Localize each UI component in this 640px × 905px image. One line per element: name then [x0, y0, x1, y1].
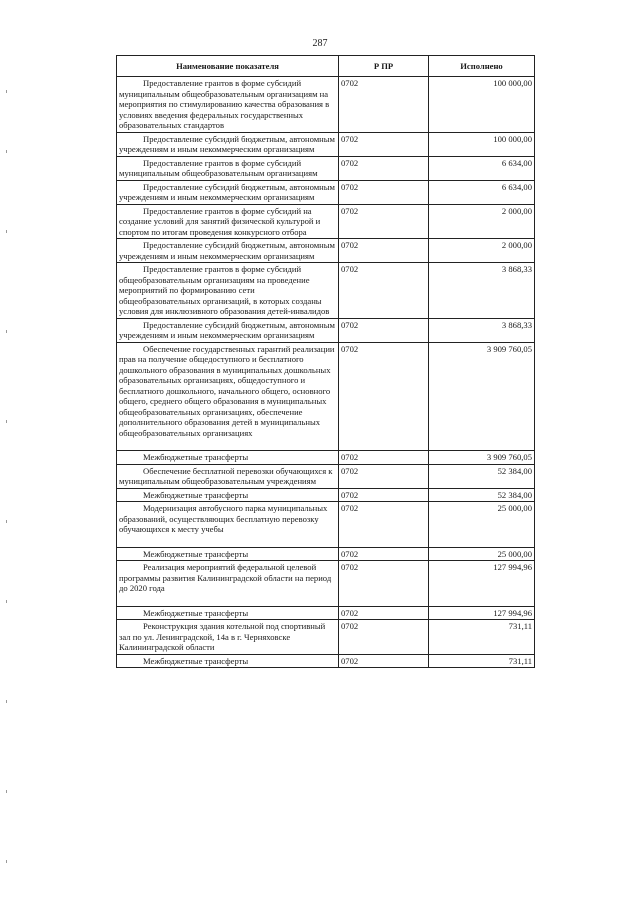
row-name-cell: Реализация мероприятий федеральной целевой программы развития Калининградской области на период до 2020 года	[117, 561, 339, 607]
table-row	[117, 620, 535, 655]
row-name-cell: Межбюджетные трансферты	[117, 451, 339, 465]
row-code-cell: 0702	[339, 547, 429, 561]
table-row	[117, 263, 535, 319]
row-value-cell: 3 909 760,05	[429, 451, 535, 465]
row-name-cell: Реконструкция здания котельной под спортивный зал по ул. Ленинградской, 14а в г. Черняховске Калининградской области	[117, 620, 339, 655]
row-value-cell: 6 634,00	[429, 180, 535, 204]
table-body	[117, 77, 535, 668]
row-name-cell: Модернизация автобусного парка муниципальных образований, осуществляющих бесплатную перевозку обучающихся к месту учебы	[117, 502, 339, 548]
row-code-cell: 0702	[339, 77, 429, 133]
table-row	[117, 132, 535, 156]
row-value-cell: 3 868,33	[429, 318, 535, 342]
row-value-cell: 2 000,00	[429, 239, 535, 263]
row-value-cell: 2 000,00	[429, 204, 535, 239]
row-code-cell: 0702	[339, 204, 429, 239]
table-row	[117, 561, 535, 607]
table-row	[117, 502, 535, 548]
row-code-cell: 0702	[339, 239, 429, 263]
table-row	[117, 451, 535, 465]
row-code-cell: 0702	[339, 132, 429, 156]
row-value-cell: 3 909 760,05	[429, 342, 535, 451]
table-row	[117, 77, 535, 133]
table-row	[117, 204, 535, 239]
row-name-cell: Предоставление субсидий бюджетным, автономным учреждениям и иным некоммерческим организациям	[117, 318, 339, 342]
row-name-cell: Межбюджетные трансферты	[117, 488, 339, 502]
table-header-row	[117, 56, 535, 77]
row-name-cell: Предоставление субсидий бюджетным, автономным учреждениям и иным некоммерческим организациям	[117, 180, 339, 204]
table-row	[117, 654, 535, 668]
row-value-cell: 127 994,96	[429, 561, 535, 607]
row-name-cell: Межбюджетные трансферты	[117, 606, 339, 620]
table-row	[117, 606, 535, 620]
row-code-cell: 0702	[339, 606, 429, 620]
row-code-cell: 0702	[339, 561, 429, 607]
row-value-cell: 100 000,00	[429, 132, 535, 156]
row-value-cell: 731,11	[429, 620, 535, 655]
table-row	[117, 342, 535, 451]
row-value-cell: 52 384,00	[429, 488, 535, 502]
scan-margin-marks	[6, 0, 10, 905]
table-row	[117, 488, 535, 502]
row-code-cell: 0702	[339, 318, 429, 342]
row-name-cell: Межбюджетные трансферты	[117, 547, 339, 561]
row-code-cell: 0702	[339, 156, 429, 180]
row-code-cell: 0702	[339, 263, 429, 319]
column-header-code: Р ПР	[339, 56, 429, 77]
row-value-cell: 127 994,96	[429, 606, 535, 620]
table-row	[117, 464, 535, 488]
row-value-cell: 52 384,00	[429, 464, 535, 488]
row-code-cell: 0702	[339, 180, 429, 204]
row-name-cell: Предоставление грантов в форме субсидий на создание условий для занятий физической культурой и спортом по итогам проведения конкурсного отбора	[117, 204, 339, 239]
table-row	[117, 156, 535, 180]
row-name-cell: Предоставление грантов в форме субсидий муниципальным общеобразовательным организациям на мероприятия по стимулированию качества образования в условиях введения федеральных государственных образовательных стандартов	[117, 77, 339, 133]
row-code-cell: 0702	[339, 502, 429, 548]
expenditure-table	[116, 55, 535, 668]
row-name-cell: Обеспечение бесплатной перевозки обучающихся к муниципальным общеобразовательным учреждениям	[117, 464, 339, 488]
row-name-cell: Предоставление субсидий бюджетным, автономным учреждениям и иным некоммерческим организациям	[117, 239, 339, 263]
row-code-cell: 0702	[339, 451, 429, 465]
row-value-cell: 3 868,33	[429, 263, 535, 319]
row-code-cell: 0702	[339, 342, 429, 451]
row-code-cell: 0702	[339, 464, 429, 488]
row-value-cell: 100 000,00	[429, 77, 535, 133]
table-row	[117, 547, 535, 561]
table-row	[117, 180, 535, 204]
row-code-cell: 0702	[339, 488, 429, 502]
table-row	[117, 239, 535, 263]
row-name-cell: Предоставление субсидий бюджетным, автономным учреждениям и иным некоммерческим организациям	[117, 132, 339, 156]
row-code-cell: 0702	[339, 620, 429, 655]
row-name-cell: Обеспечение государственных гарантий реализации прав на получение общедоступного и бесплатного дошкольного образования в муниципальных дошкольных образовательных организациях, общедоступного и бесплатного дошкольного, начального общего, основного общего, среднего общего образования в муниципальных общеобразовательных организациях, обеспечение дополнительного образования детей в муниципальных общеобразовательных организациях	[117, 342, 339, 451]
row-value-cell: 25 000,00	[429, 502, 535, 548]
row-name-cell: Предоставление грантов в форме субсидий муниципальным общеобразовательным организациям	[117, 156, 339, 180]
column-header-value: Исполнено	[429, 56, 535, 77]
row-value-cell: 25 000,00	[429, 547, 535, 561]
page-number: 287	[312, 38, 328, 49]
table-row	[117, 318, 535, 342]
row-value-cell: 731,11	[429, 654, 535, 668]
row-name-cell: Предоставление грантов в форме субсидий общеобразовательным организациям на проведение мероприятий по формированию сети общеобразовательных организаций, в которых созданы условия для инклюзивного образования детей-инвалидов	[117, 263, 339, 319]
column-header-name: Наименование показателя	[117, 56, 339, 77]
row-name-cell: Межбюджетные трансферты	[117, 654, 339, 668]
row-code-cell: 0702	[339, 654, 429, 668]
row-value-cell: 6 634,00	[429, 156, 535, 180]
